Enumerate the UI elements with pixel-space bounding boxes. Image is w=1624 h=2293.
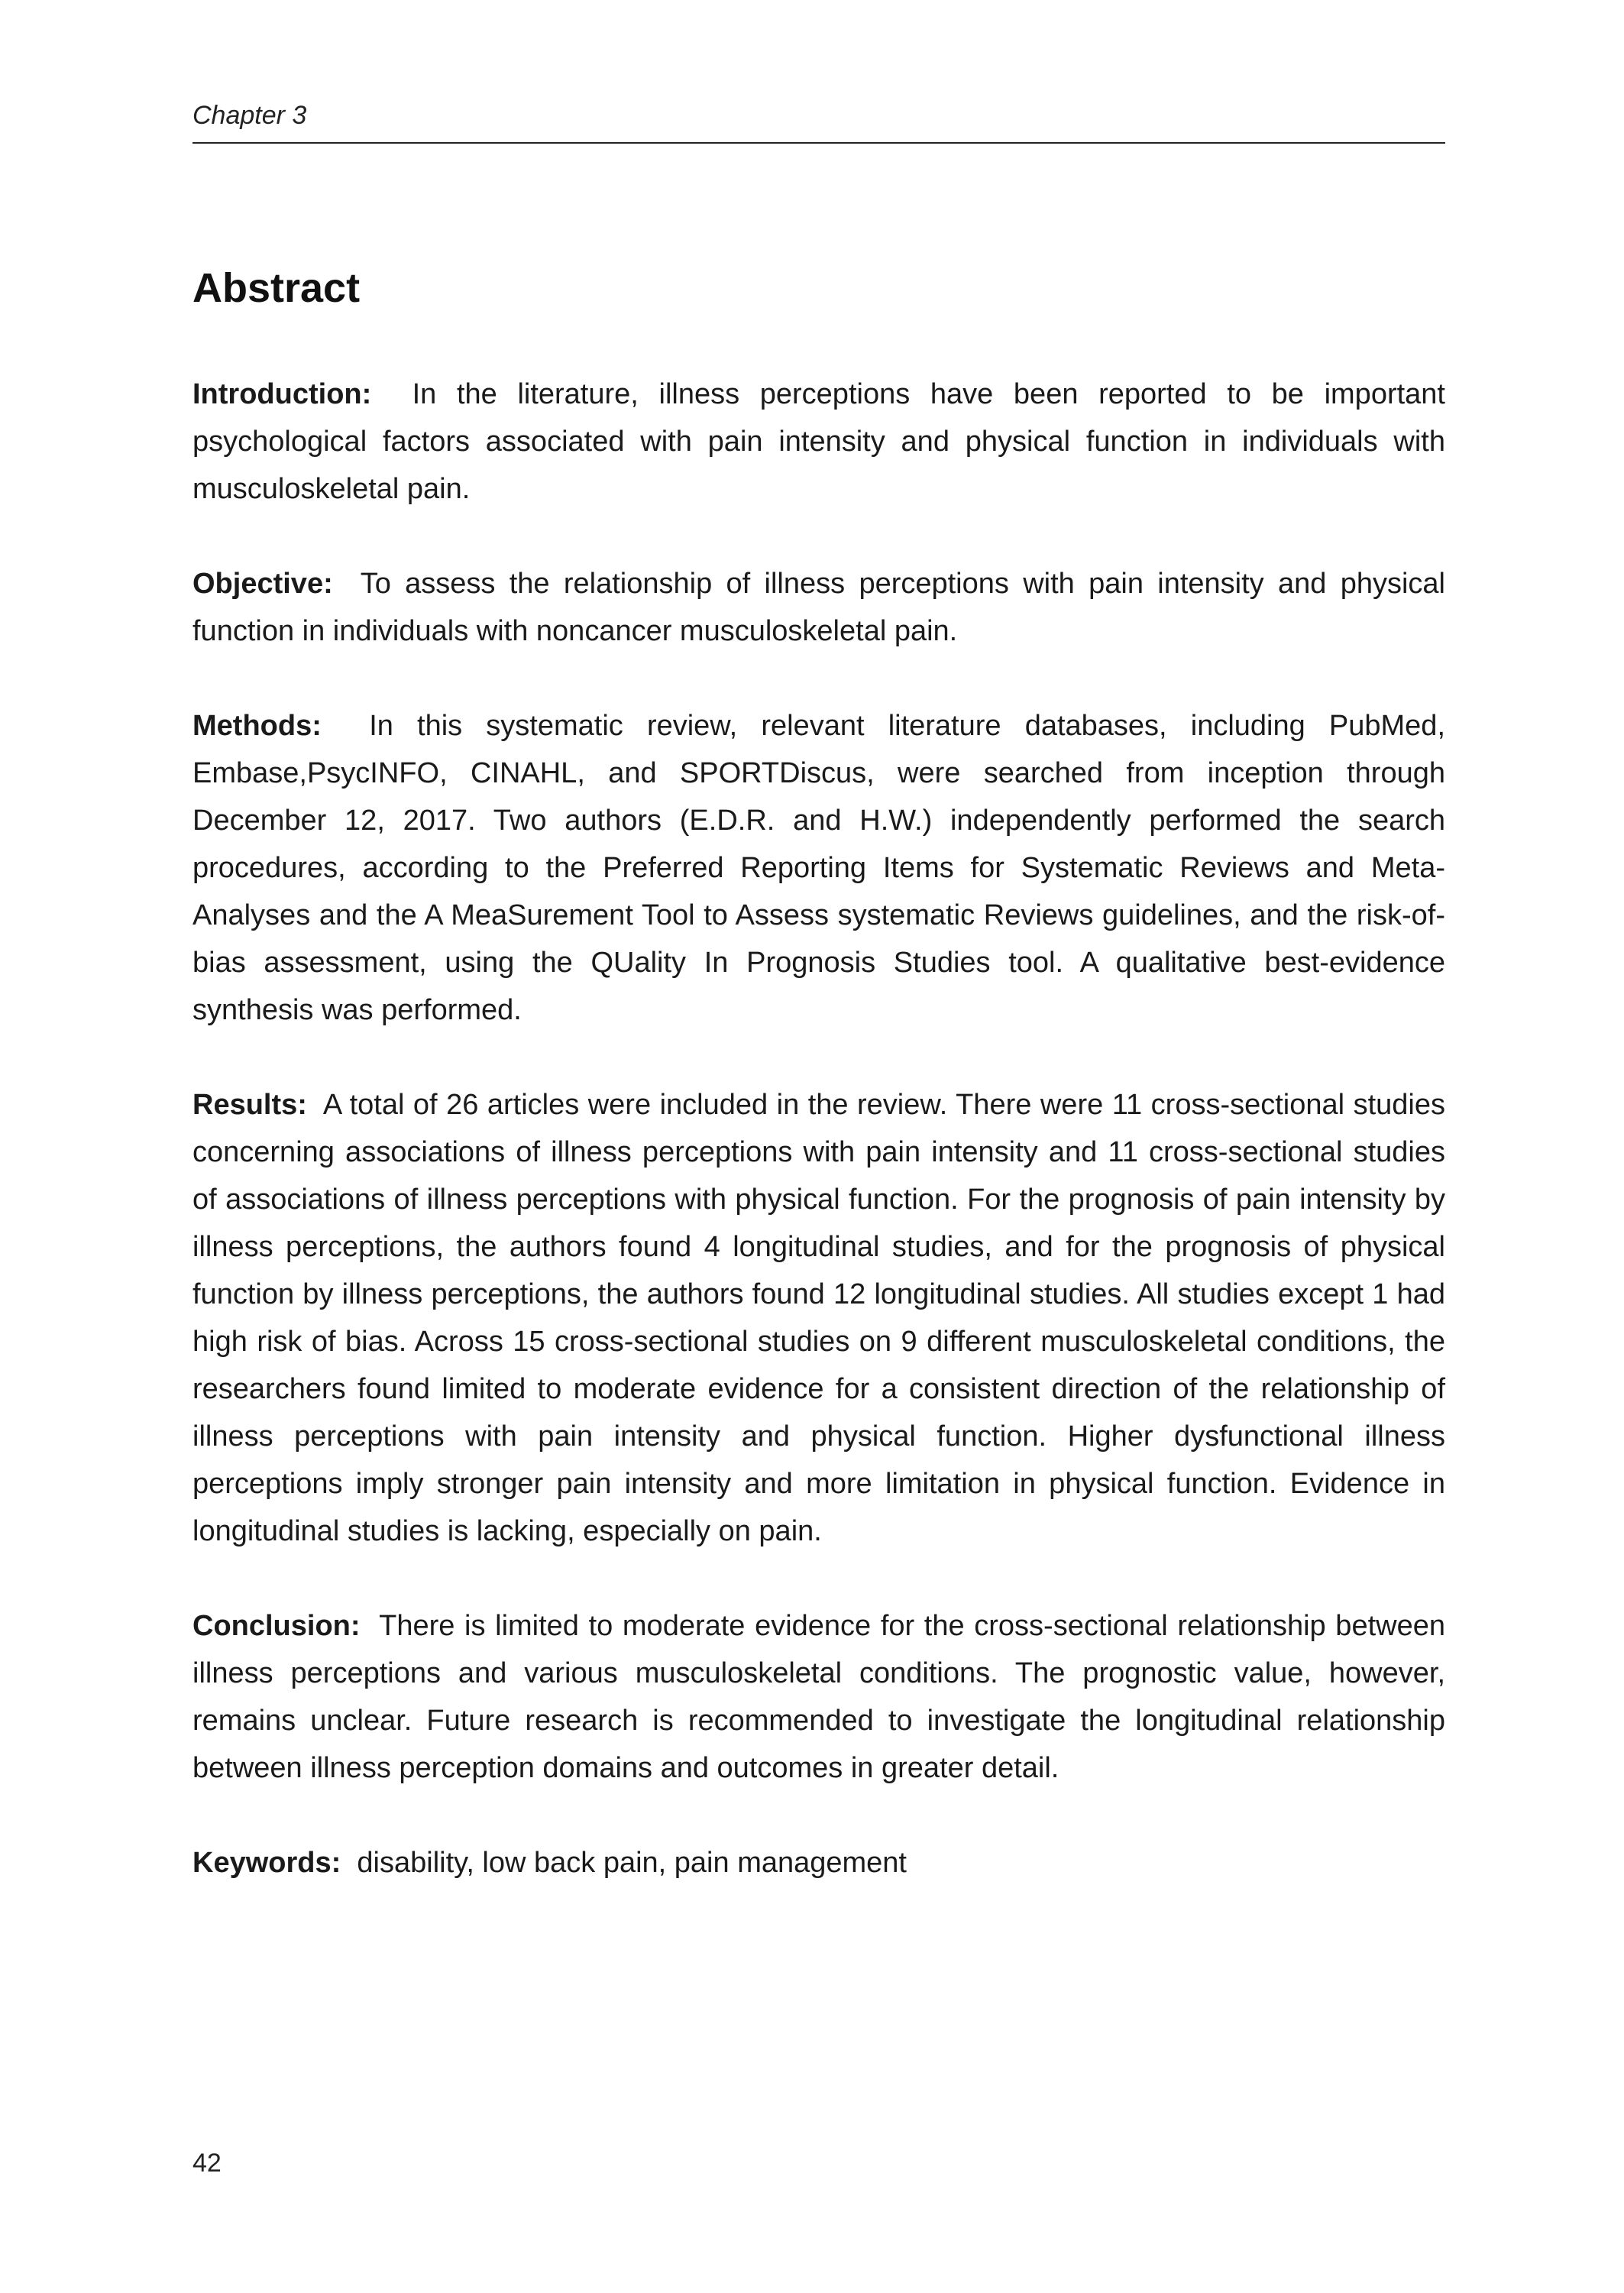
objective-text: To assess the relationship of illness perceptions with pain intensity and physical function in individuals with noncancer musculoskeletal pain. [192, 568, 1445, 647]
objective-paragraph [192, 560, 1445, 655]
conclusion-text: There is limited to moderate evidence for the cross-sectional relationship between illness perceptions and various musculoskeletal conditions. The prognostic value, however, remains unclear. Future research is recommended to investigate the longitudinal relationship between illness perception domains and outcomes in greater detail. [192, 1610, 1445, 1784]
conclusion-paragraph [192, 1602, 1445, 1792]
keywords-text: disability, low back pain, pain management [357, 1847, 907, 1879]
abstract-title: Abstract [192, 265, 361, 311]
introduction-text: In the literature, illness perceptions have been reported to be important psychological factors associated with pain intensity and physical function in individuals with musculoskeletal pain. [192, 378, 1445, 505]
page-number: 42 [192, 2149, 222, 2178]
methods-paragraph [192, 702, 1445, 1034]
results-paragraph [192, 1081, 1445, 1555]
header-rule [192, 142, 1445, 144]
methods-text: In this systematic review, relevant literature databases, including PubMed, Embase,PsycINFO, CINAHL, and SPORTDiscus, were searched from inception through December 12, 2017. Two authors (E.D.R. and H.W.) independently performed the search procedures, according to the Preferred Reporting Items for Systematic Reviews and Meta-Analyses and the A MeaSurement Tool to Assess systematic Reviews guidelines, and the risk-of-bias assessment, using the QUality In Prognosis Studies tool. A qualitative best-evidence synthesis was performed. [192, 710, 1445, 1026]
introduction-paragraph [192, 371, 1445, 513]
keywords-paragraph [192, 1839, 1445, 1887]
conclusion-label: Conclusion: [192, 1610, 361, 1642]
results-text: A total of 26 articles were included in the review. There were 11 cross-sectional studies concerning associations of illness perceptions with pain intensity and 11 cross-sectional studies of associations of illness perceptions with physical function. For the prognosis of pain intensity by illness perceptions, the authors found 4 longitudinal studies, and for the prognosis of physical function by illness perceptions, the authors found 12 longitudinal studies. All studies except 1 had high risk of bias. Across 15 cross-sectional studies on 9 different musculoskeletal conditions, the researchers found limited to moderate evidence for a consistent direction of the relationship of illness perceptions with pain intensity and physical function. Higher dysfunctional illness perceptions imply stronger pain intensity and more limitation in physical function. Evidence in longitudinal studies is lacking, especially on pain. [192, 1089, 1445, 1547]
results-label: Results: [192, 1089, 307, 1121]
introduction-label: Introduction: [192, 378, 372, 410]
methods-label: Methods: [192, 710, 322, 742]
running-header: Chapter 3 [192, 101, 307, 130]
abstract-body [192, 371, 1445, 1934]
objective-label: Objective: [192, 568, 333, 600]
keywords-label: Keywords: [192, 1847, 341, 1879]
